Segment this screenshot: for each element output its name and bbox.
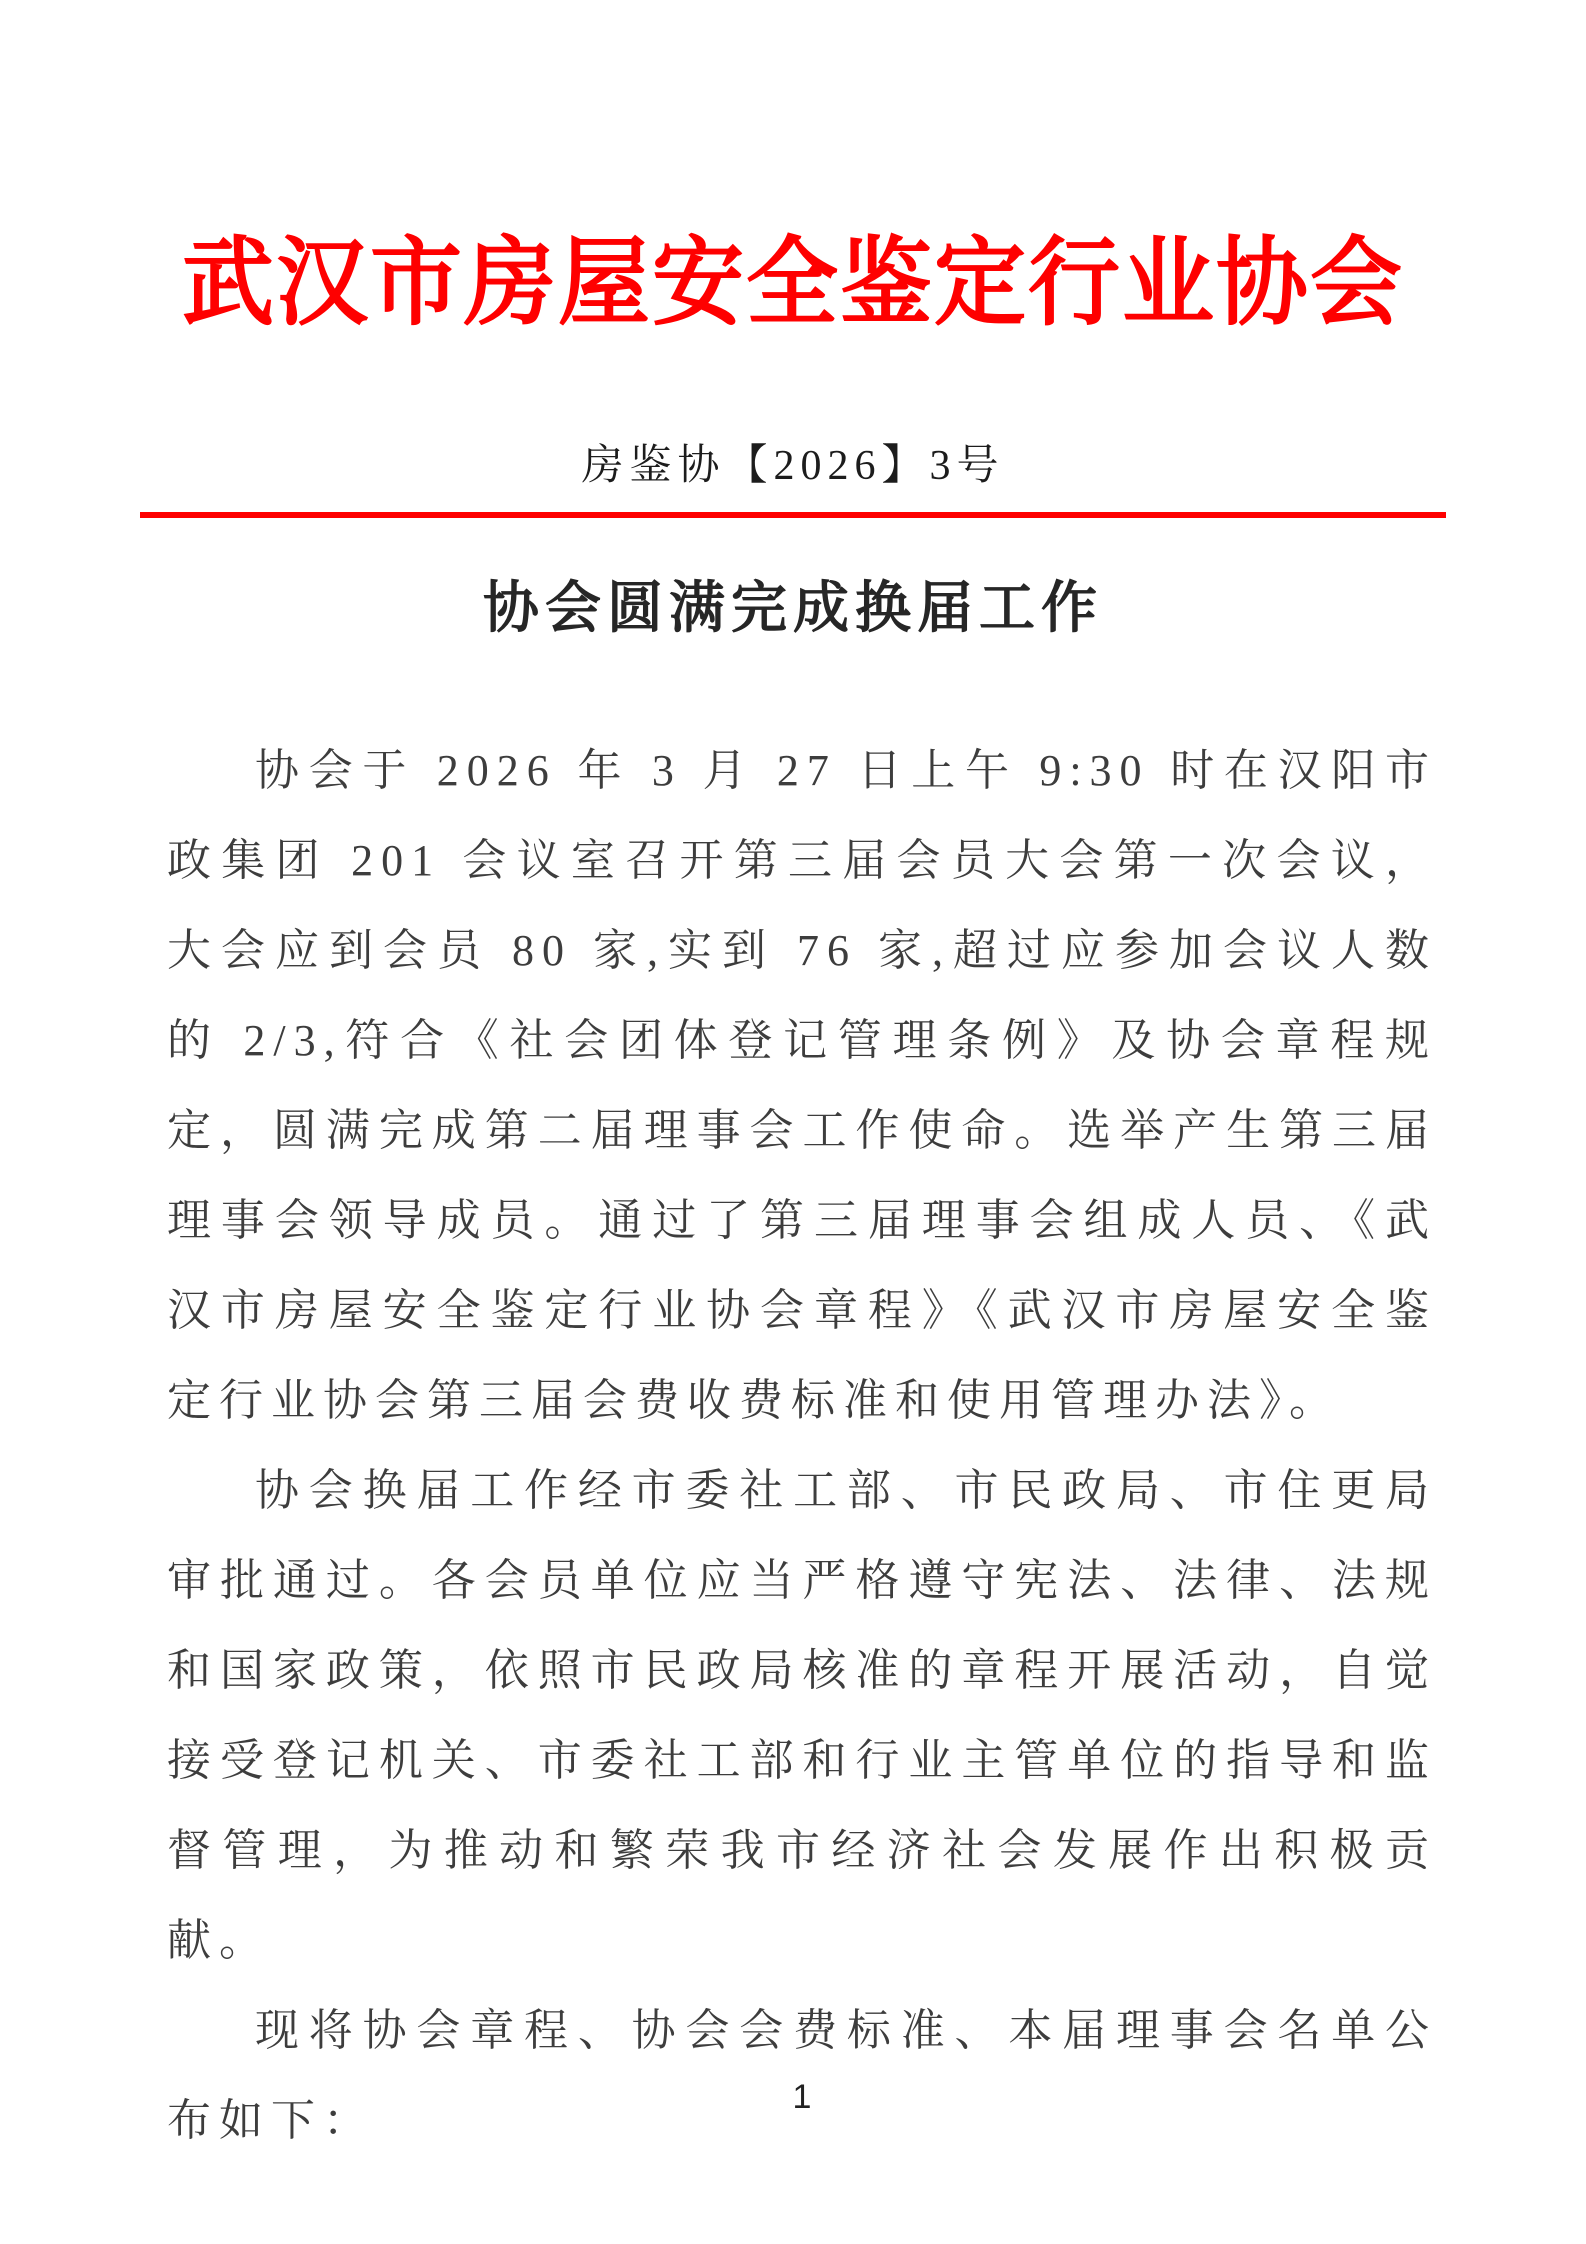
body-paragraph-2: 协会换届工作经市委社工部、市民政局、市住更局审批通过。各会员单位应当严格遵守宪法、法律、法规和国家政策，依照市民政局核准的章程开展活动，自觉接受登记机关、市委社工部和行业主管单位的指导和监督管理，为推动和繁荣我市经济社会发展作出积极贡献。 (167, 1466, 1437, 1965)
red-divider-line (140, 512, 1446, 518)
document-title: 协会圆满完成换届工作 (483, 578, 1103, 640)
body-paragraph-3: 现将协会章程、协会会费标准、本届理事会名单公布如下： (167, 2006, 1437, 2145)
document-body (167, 726, 1437, 2166)
body-paragraph-1: 协会于 2026 年 3 月 27 日上午 9:30 时在汉阳市政集团 201 会议室召开第三届会员大会第一次会议，大会应到会员 80 家,实到 76 家,超过应参加会议人数的 2/3,符合《社会团体登记管理条例》及协会章程规定，圆满完成第二届理事会工作使命。选举产生第三届理事会领导成员。通过了第三届理事会组成人员、《武汉市房屋安全鉴定行业协会章程》《武汉市房屋安全鉴定行业协会第三届会费收费标准和使用管理办法》。 (167, 746, 1437, 1425)
letterhead-org-title: 武汉市房屋安全鉴定行业协会 (181, 229, 1404, 338)
document-number: 房鉴协【2026】3号 (581, 443, 1005, 489)
page-number: 1 (792, 2078, 812, 2116)
